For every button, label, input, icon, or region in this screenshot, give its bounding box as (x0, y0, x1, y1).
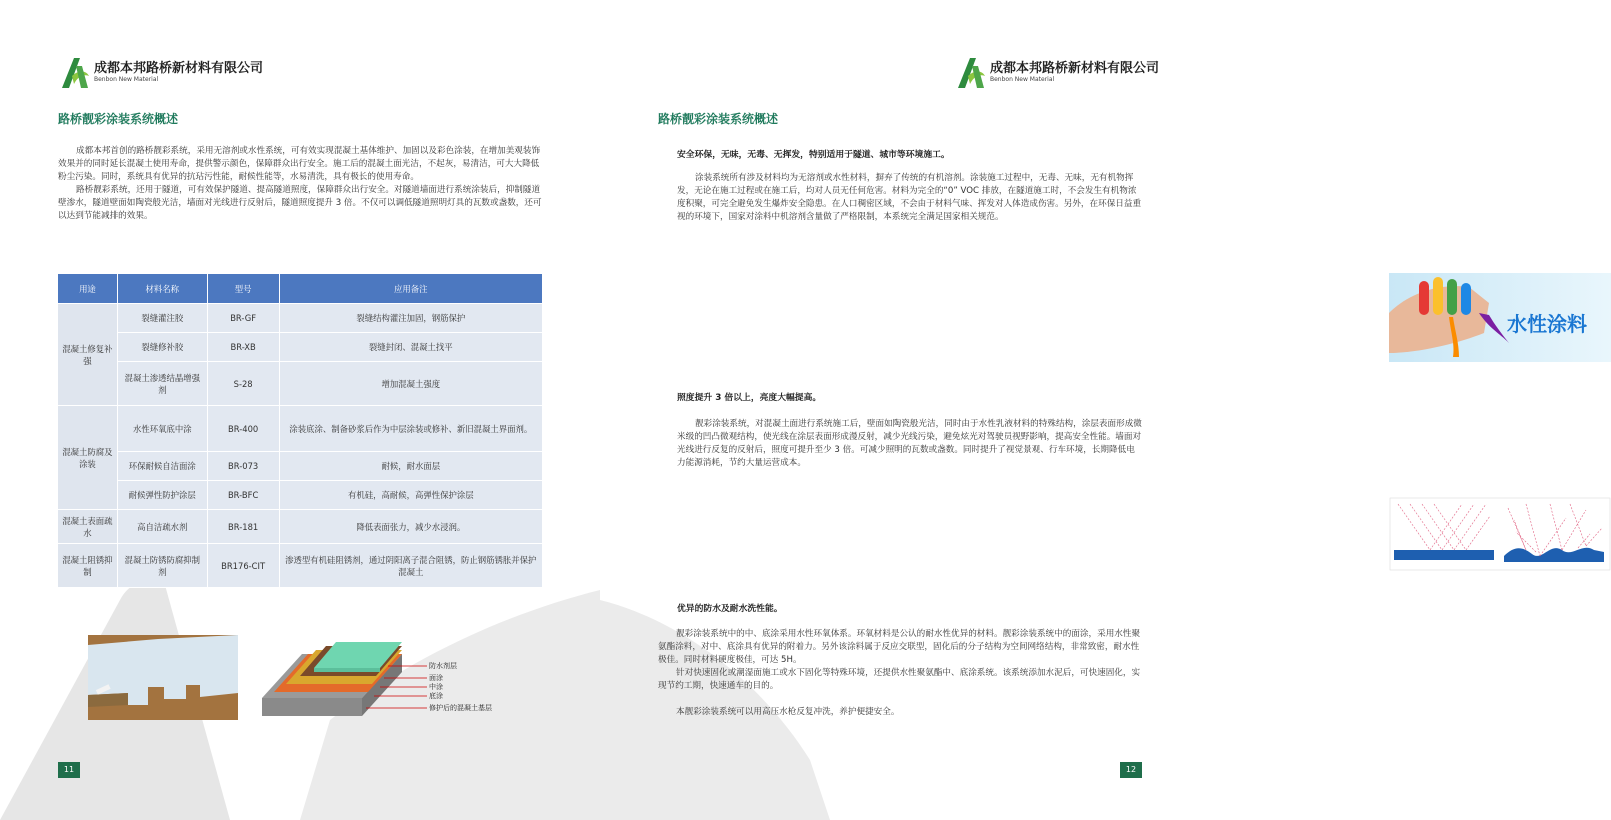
table-row (58, 510, 543, 544)
material-model: BR-400 (207, 406, 279, 452)
material-note: 裂缝结构灌注加固，钢筋保护 (279, 304, 542, 333)
left-page (0, 0, 600, 820)
material-note: 裂缝封闭、混凝土找平 (279, 333, 542, 362)
header-material: 材料名称 (117, 274, 207, 304)
right-page (600, 0, 1587, 820)
heading-illumination: 照度提升 3 倍以上，亮度大幅提高。 (677, 393, 822, 403)
logo-mark-icon (956, 56, 986, 90)
company-logo (956, 56, 1159, 90)
logo-mark-icon (60, 56, 90, 90)
table-row (58, 333, 543, 362)
intro-paragraph-2: 路桥靓彩系统，还用于隧道，可有效保护隧道、提高隧道照度，保障群众出行安全。对隧道墙面进行系统涂装后，抑制隧道壁渗水，隧道壁面如陶瓷般光洁，墙面对光线进行反射后，隧道照度提升 3 倍。不仅可以调低隧道照明灯具的瓦数或盏数，还可以达到节能减排的效果。 (58, 185, 542, 221)
safety-text (677, 172, 1142, 224)
material-name: 环保耐候自洁面涂 (117, 452, 207, 481)
intro-text (58, 145, 543, 223)
material-note: 涂装底涂、制备砂浆后作为中层涂装或修补、新旧混凝土界面剂。 (279, 406, 542, 452)
waterproof-text (658, 628, 1143, 719)
material-model: BR-BFC (207, 481, 279, 510)
table-header-row (58, 274, 543, 304)
table-row (58, 544, 543, 588)
light-reflection-diagram (1390, 498, 1610, 570)
waterproof-paragraph-3: 本靓彩涂装系统可以用高压水枪反复冲洗，养护便捷安全。 (676, 707, 900, 717)
material-model: BR-XB (207, 333, 279, 362)
header-use: 用途 (58, 274, 118, 304)
illumination-paragraph: 靓彩涂装系统，对混凝土面进行系统施工后，壁面如陶瓷般光洁，同时由于水性乳液材料的特殊结构，涂层表面形成微米级的凹凸微观结构，使光线在涂层表面形成漫反射，减少光线污染，避免炫光对驾驶员视野影响，提高安全性能。墙面对光线进行反复的反射后，照度可提升至少 3 倍。可减少照明的瓦数或盏数。同时提升了视觉景观、行车环境，长期降低电力能源消耗，节约大量运营成本。 (677, 419, 1142, 468)
material-model: BR-GF (207, 304, 279, 333)
table-row (58, 362, 543, 406)
material-name: 水性环氧底中涂 (117, 406, 207, 452)
layer-label: 修护后的混凝土基层 (429, 704, 492, 712)
illumination-text (677, 418, 1142, 470)
material-name: 耐候弹性防护涂层 (117, 481, 207, 510)
material-model: S-28 (207, 362, 279, 406)
material-note: 有机硅，高耐候，高弹性保护涂层 (279, 481, 542, 510)
material-model: BR176-CIT (207, 544, 279, 588)
image-caption: 水性涂料 (1507, 312, 1587, 336)
company-name-cn: 成都本邦路桥新材料有限公司 (990, 61, 1160, 76)
group-use: 混凝土阻锈抑制 (58, 544, 118, 588)
waterborne-paint-image (1389, 273, 1611, 362)
layer-label: 底涂 (429, 692, 443, 700)
material-note: 降低表面张力，减少水浸润。 (279, 510, 542, 544)
table-row (58, 452, 543, 481)
group-use: 混凝土修复补强 (58, 304, 118, 406)
group-use: 混凝土表面疏水 (58, 510, 118, 544)
material-name: 混凝土渗透结晶增强剂 (117, 362, 207, 406)
company-name-en: Benbon New Material (94, 76, 159, 83)
material-note: 增加混凝土强度 (279, 362, 542, 406)
section-title: 路桥靓彩涂装系统概述 (58, 112, 179, 126)
waterproof-paragraph-2: 针对快速固化或潮湿面施工或水下固化等特殊环境，还提供水性聚氨酯中、底涂系统。该系统添加水泥后，可快速固化，实现节约工期，快速通车的目的。 (658, 668, 1141, 691)
material-name: 高自洁疏水剂 (117, 510, 207, 544)
materials-table (57, 273, 543, 588)
layer-label: 防水剂层 (429, 662, 457, 670)
table-row (58, 406, 543, 452)
heading-safety: 安全环保，无味，无毒、无挥发，特别适用于隧道、城市等环境施工。 (677, 150, 950, 160)
table-row (58, 304, 543, 333)
header-model: 型号 (207, 274, 279, 304)
company-name-cn: 成都本邦路桥新材料有限公司 (94, 61, 264, 76)
material-name: 裂缝灌注胶 (117, 304, 207, 333)
table-row (58, 481, 543, 510)
waterproof-paragraph-1: 靓彩涂装系统中的中、底涂采用水性环氧体系。环氧材料是公认的耐水性优异的材料。靓彩涂装系统中的面涂，采用水性聚氨酯涂料，对中、底涂具有优异的附着力。另外该涂料属于反应交联型，固化后的分子结构为空间网络结构，非常致密，耐水性极佳。同时材料硬度极佳，可达 5H。 (658, 629, 1141, 665)
material-model: BR-073 (207, 452, 279, 481)
layer-label: 中涂 (429, 683, 443, 691)
section-title: 路桥靓彩涂装系统概述 (658, 112, 779, 126)
safety-paragraph: 涂装系统所有涉及材料均为无溶剂或水性材料，摒弃了传统的有机溶剂。涂装施工过程中，无毒、无味，无有机物挥发，无论在施工过程或在施工后，均对人员无任何危害。材料为完全的“0” VOC 排放，在隧道施工时，不会发生有机物浓度积聚，可完全避免发生爆炸安全隐患。在人口稠密区域，不会由于材料气味、挥发对人体造成伤害。另外，在环保日益重视的环境下，国家对涂料中机溶剂含量做了严格限制，本系统完全满足国家相关规范。 (677, 173, 1142, 222)
material-note: 耐候，耐水面层 (279, 452, 542, 481)
coating-layers-diagram (262, 636, 522, 720)
page-number: 11 (58, 762, 80, 778)
intro-paragraph-1: 成都本邦首创的路桥靓彩系统，采用无溶剂或水性系统，可有效实现混凝土基体维护、加固以及彩色涂装，在增加美观装饰效果并的同时延长混凝土使用寿命，提供警示颜色，保障群众出行安全。施工后的混凝土面光洁，不起灰，易清洁，可大大降低粉尘污染。同时，系统具有优异的抗玷污性能，耐候性能等，水易清洗，具有极长的使用寿命。 (58, 146, 541, 182)
material-model: BR-181 (207, 510, 279, 544)
material-name: 混凝土防锈防腐抑制剂 (117, 544, 207, 588)
page-number: 12 (1120, 762, 1142, 778)
painted-wall-photo (88, 635, 238, 720)
layer-label: 面涂 (429, 674, 443, 682)
company-name-en: Benbon New Material (990, 76, 1055, 83)
company-logo (60, 56, 263, 90)
material-name: 裂缝修补胶 (117, 333, 207, 362)
material-note: 渗透型有机硅阻锈剂，通过阴阳离子混合阻锈，防止钢筋锈胀并保护混凝土 (279, 544, 542, 588)
header-note: 应用备注 (279, 274, 542, 304)
heading-waterproof: 优异的防水及耐水洗性能。 (677, 604, 783, 614)
group-use: 混凝土防腐及涂装 (58, 406, 118, 510)
